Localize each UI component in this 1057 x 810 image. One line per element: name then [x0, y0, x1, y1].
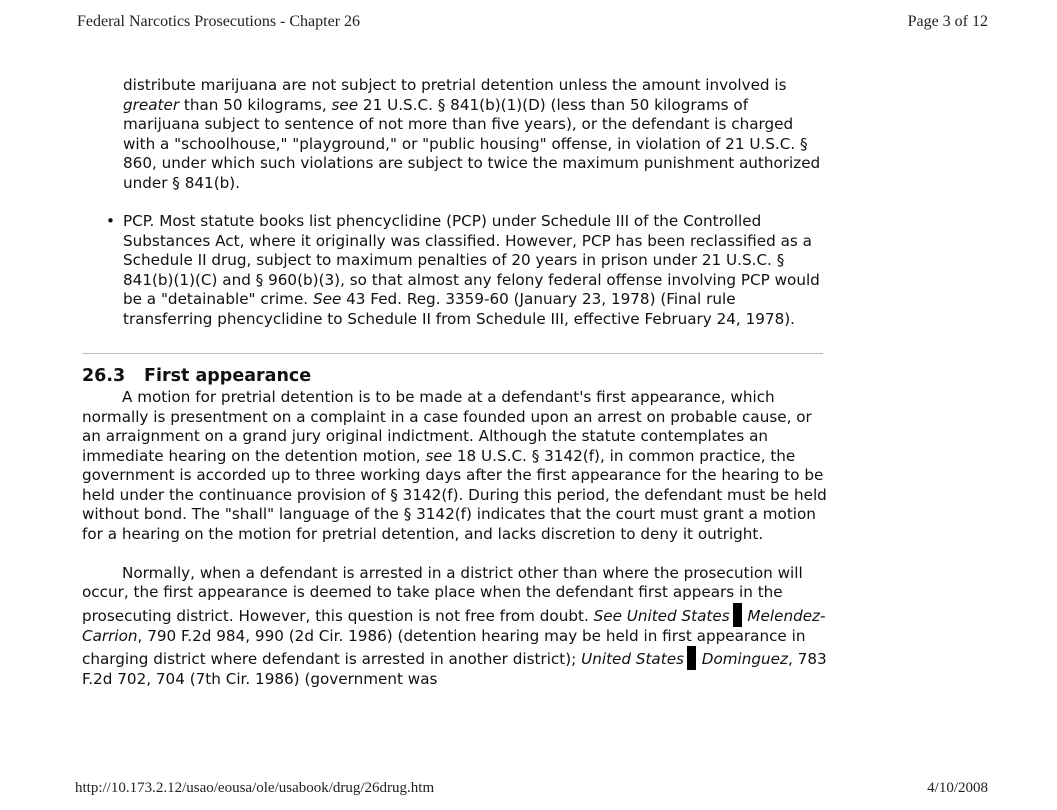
redaction-mark [687, 646, 696, 670]
section-title: First appearance [144, 366, 312, 386]
case-name-melendez-carrion: Melendez-Carrion [82, 606, 826, 645]
continued-text-3: 21 U.S.C. § 841(b)(1)(D) (less than 50 kilograms of marijuana subject to sentence of not more than five years), or the defendant is charged with a "schoolhouse," "playground," or "public housing" offense, in violation of 21 U.S.C. § 860, under which such violations are subject to twice the maximum punishment authorized under § 841(b). [123, 95, 821, 192]
redaction-mark [733, 603, 742, 627]
section-divider [82, 353, 823, 354]
continued-text-1: distribute marijuana are not subject to pretrial detention unless the amount involved is [123, 76, 787, 94]
paragraph-first-appearance-2 [82, 564, 827, 690]
print-footer-date: 4/10/2008 [927, 780, 988, 796]
signal-see: See [312, 290, 342, 308]
paragraph2-text-1: Normally, when a defendant is arrested in a district other than where the prosecution will occur, the first appearance is deemed to take place when the defendant first appears in the prosecuting district. However, this question is not free from doubt. [82, 563, 803, 625]
print-header-title: Federal Narcotics Prosecutions - Chapter 26 [77, 13, 361, 30]
section-heading [82, 364, 827, 388]
case-name-united-states-1: See United States [593, 606, 730, 625]
continued-paragraph [123, 76, 827, 193]
bullet-text-2: 43 Fed. Reg. 3359-60 (January 23, 1978) (Final rule transferring phencyclidine to Schedule II from Schedule III, effective February 24, 1978). [123, 290, 795, 328]
section-number: 26.3 [82, 366, 126, 386]
paragraph2-text-2: , 790 F.2d 984, 990 (2d Cir. 1986) (detention hearing may be held in first appearance in charging district where defendant is arrested in another district); [82, 626, 806, 668]
print-header-page-indicator: Page 3 of 12 [907, 13, 988, 30]
paragraph2-text-3: , 783 F.2d 702, 704 (7th Cir. 1986) (government was [82, 650, 827, 688]
paragraph-first-appearance-1 [82, 388, 827, 544]
print-footer-url: http://10.173.2.12/usao/eousa/ole/usabook/drug/26drug.htm [75, 780, 435, 796]
case-name-united-states-2: United States [581, 650, 684, 668]
bullet-text-1: PCP. Most statute books list phencyclidine (PCP) under Schedule III of the Controlled Substances Act, where it originally was classified. However, PCP has been reclassified as a Schedule II drug, subject to maximum penalties of 20 years in prison under 21 U.S.C. § 841(b)(1)(C) and § 960(b)(3), so that almost any felony federal offense involving PCP would be a "detainable" crime. [123, 212, 820, 308]
case-name-dominguez: Dominguez [696, 650, 788, 668]
paragraph1-text-1: A motion for pretrial detention is to be made at a defendant's first appearance, which normally is presentment on a complaint in a case founded upon an arrest on probable cause, or an arraignment on a grand jury original indictment. Although the statute contemplates an immediate hearing on the detention motion, [82, 388, 812, 465]
continued-text-2: than 50 kilograms, [179, 95, 332, 114]
signal-see: see [425, 446, 453, 465]
emphasis-greater: greater [123, 95, 180, 114]
bullet-dot-icon: • [106, 212, 115, 230]
bullet-item-pcp [106, 212, 827, 329]
signal-see: see [331, 95, 359, 114]
paragraph1-text-2: 18 U.S.C. § 3142(f), in common practice, the government is accorded up to three working days after the first appearance for the hearing to be held under the continuance provision of § 3142(f). During this period, the defendant must be held without bond. The "shall" language of the § 3142(f) indicates that the court must grant a motion for a hearing on the motion for pretrial detention, and lacks discretion to deny it outright. [82, 446, 827, 543]
document-body [82, 76, 827, 690]
